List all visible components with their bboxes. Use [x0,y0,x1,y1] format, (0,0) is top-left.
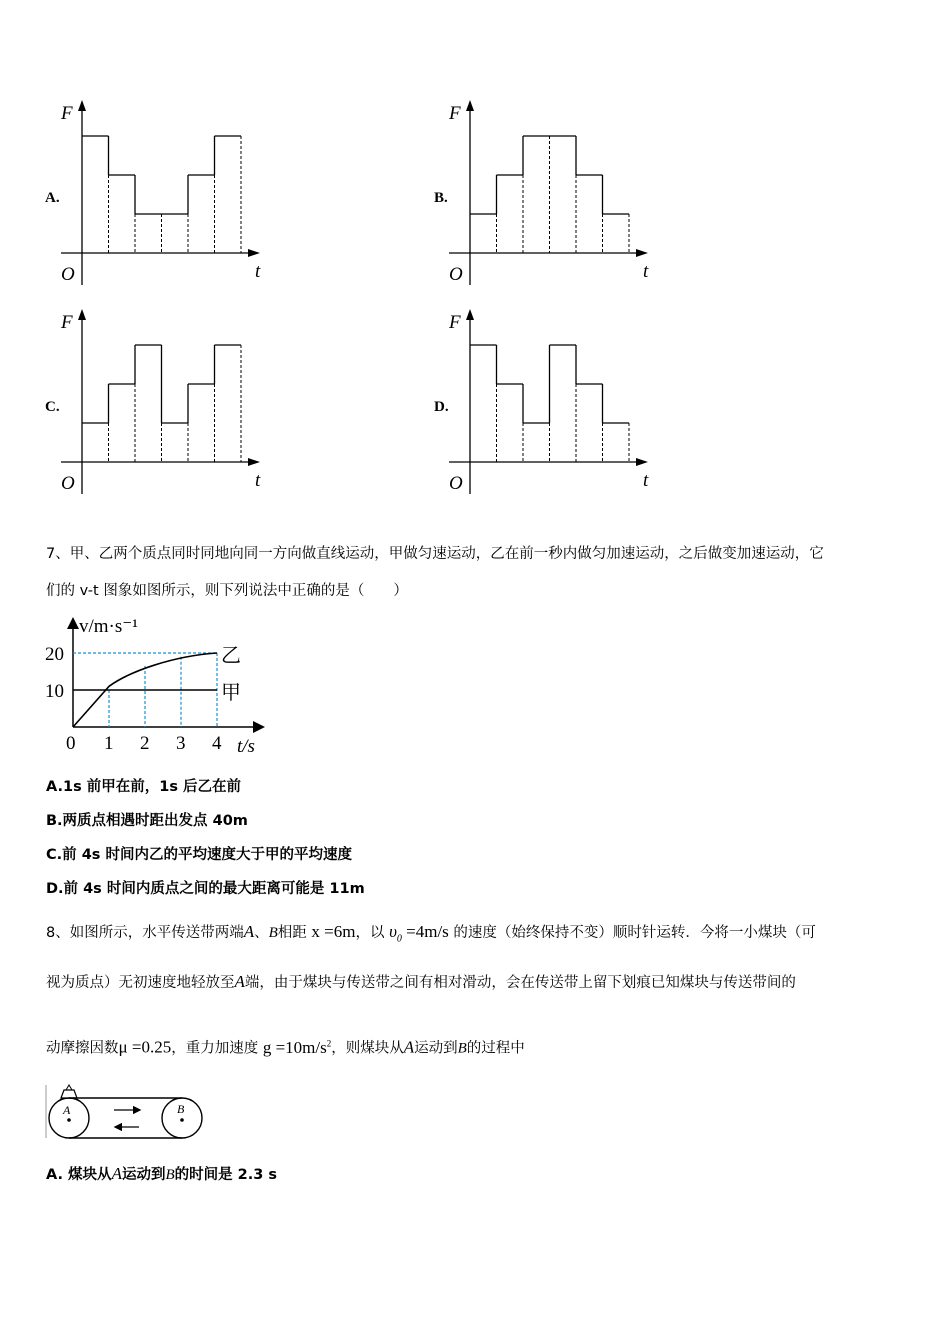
q8-distance: x =6m [311,922,356,941]
option-d-label: D. [434,399,449,415]
q8-line3-c: ，则煤块从 [331,1040,404,1057]
q8-mu: μ =0.25 [118,1037,172,1057]
q7-option-a: A.1s 前甲在前，1s 后乙在前 [46,779,242,795]
q7-option-b: B.两质点相遇时距出发点 40m [46,813,248,829]
q8-dist-label: 相距 [277,925,307,941]
q8-stem-line3 [46,1033,525,1059]
vt-chart [40,612,280,762]
graph-c [55,304,285,504]
origin-label: O [449,264,463,285]
y-axis-arrow-icon [466,309,474,320]
q8-line3-a: 动摩擦因数 [46,1040,119,1057]
y-axis-arrow-icon [466,100,474,111]
x-tick-label: 1 [104,733,114,754]
series-jia-label: 甲 [221,682,241,704]
graph-a [55,95,285,295]
x-axis-label: t [643,470,649,491]
q8-option-a-text3: 的时间是 2.3 s [174,1167,278,1183]
x-tick-label: 3 [176,733,186,754]
coal-block [61,1090,77,1098]
y-tick-label: 10 [45,681,64,702]
series-yi-label: 乙 [221,645,241,667]
q8-option-a-pointA: A [111,1164,122,1183]
q8-v0: $\upsilon_0$ [389,922,402,945]
q8-prefix: 8、如图所示，水平传送带两端 [46,925,244,941]
point-a-ref2: A [403,1037,415,1057]
x-axis-label: t/s [237,736,255,757]
q8-option-a [46,1163,277,1184]
origin-label: O [61,473,75,494]
pulley-a-label: A [63,1103,71,1117]
x-axis-arrow-icon [248,249,260,257]
q8-option-a-pointB: B [165,1167,175,1183]
y-axis-arrow-icon [78,100,86,111]
point-a-ref: A [234,972,245,991]
y-axis-label: F [61,103,73,124]
x-tick-label: 4 [212,733,222,754]
q8-line3-d: 运动到 [414,1040,458,1057]
conveyor-belt-diagram [44,1083,209,1143]
option-b-label: B. [434,190,448,206]
x-axis-arrow-icon [636,458,648,466]
q8-sep: 、 [254,925,269,941]
q8-line1-tail: 的速度（始终保持不变）顺时针运转．今将一小煤块（可 [453,925,816,941]
x-axis-label: t [255,261,261,282]
q8-line2-tail: 端，由于煤块与传送带之间有相对滑动，会在传送带上留下划痕已知煤块与传送带间的 [244,975,796,991]
q8-g: $g =10m/s^2$ [262,1037,332,1057]
origin-label: O [449,473,463,494]
y-axis-label: F [449,312,461,333]
q8-stem-line1 [46,922,816,949]
x-tick-label: 0 [66,733,76,754]
x-axis-label: t [643,261,649,282]
graph-b [443,95,673,295]
q8-option-a-text1: A. 煤块从 [46,1167,112,1183]
pulley-b-label: B [177,1102,185,1116]
q7-stem-line1: 7、甲、乙两个质点同时同地向同一方向做直线运动，甲做匀速运动，乙在前一秒内做匀加速运动，之后做变加速运动，它 [46,546,824,562]
point-b-ref: B [457,1040,467,1057]
option-a-label: A. [45,190,60,206]
q8-stem-line2 [46,972,796,993]
x-axis-arrow-icon [248,458,260,466]
x-tick-label: 2 [140,733,150,754]
q8-line3-b: ，重力加速度 [171,1040,259,1057]
y-axis-label: F [449,103,461,124]
y-axis-arrow-icon [78,309,86,320]
x-axis-label: t [255,470,261,491]
q7-option-c: C.前 4s 时间内乙的平均速度大于甲的平均速度 [46,847,352,863]
origin-label: O [61,264,75,285]
q8-with: ，以 [355,925,385,941]
q8-option-a-text2: 运动到 [121,1167,166,1183]
q8-v0-value: =4m/s [401,922,449,941]
q7-stem-line2: 们的 v-t 图象如图所示，则下列说法中正确的是（ ） [46,583,408,599]
q8-line2-head: 视为质点）无初速度地轻放至 [46,975,235,991]
y-axis-label: v/m·s⁻¹ [79,616,139,637]
q7-option-d: D.前 4s 时间内质点之间的最大距离可能是 11m [46,881,365,897]
y-tick-label: 20 [45,644,64,665]
option-c-label: C. [45,399,60,415]
graph-d [443,304,673,504]
q8-line3-e: 的过程中 [466,1040,525,1057]
point-b: B [268,925,278,941]
x-axis-arrow-icon [636,249,648,257]
y-axis-label: F [61,312,73,333]
point-a: A [243,922,255,941]
